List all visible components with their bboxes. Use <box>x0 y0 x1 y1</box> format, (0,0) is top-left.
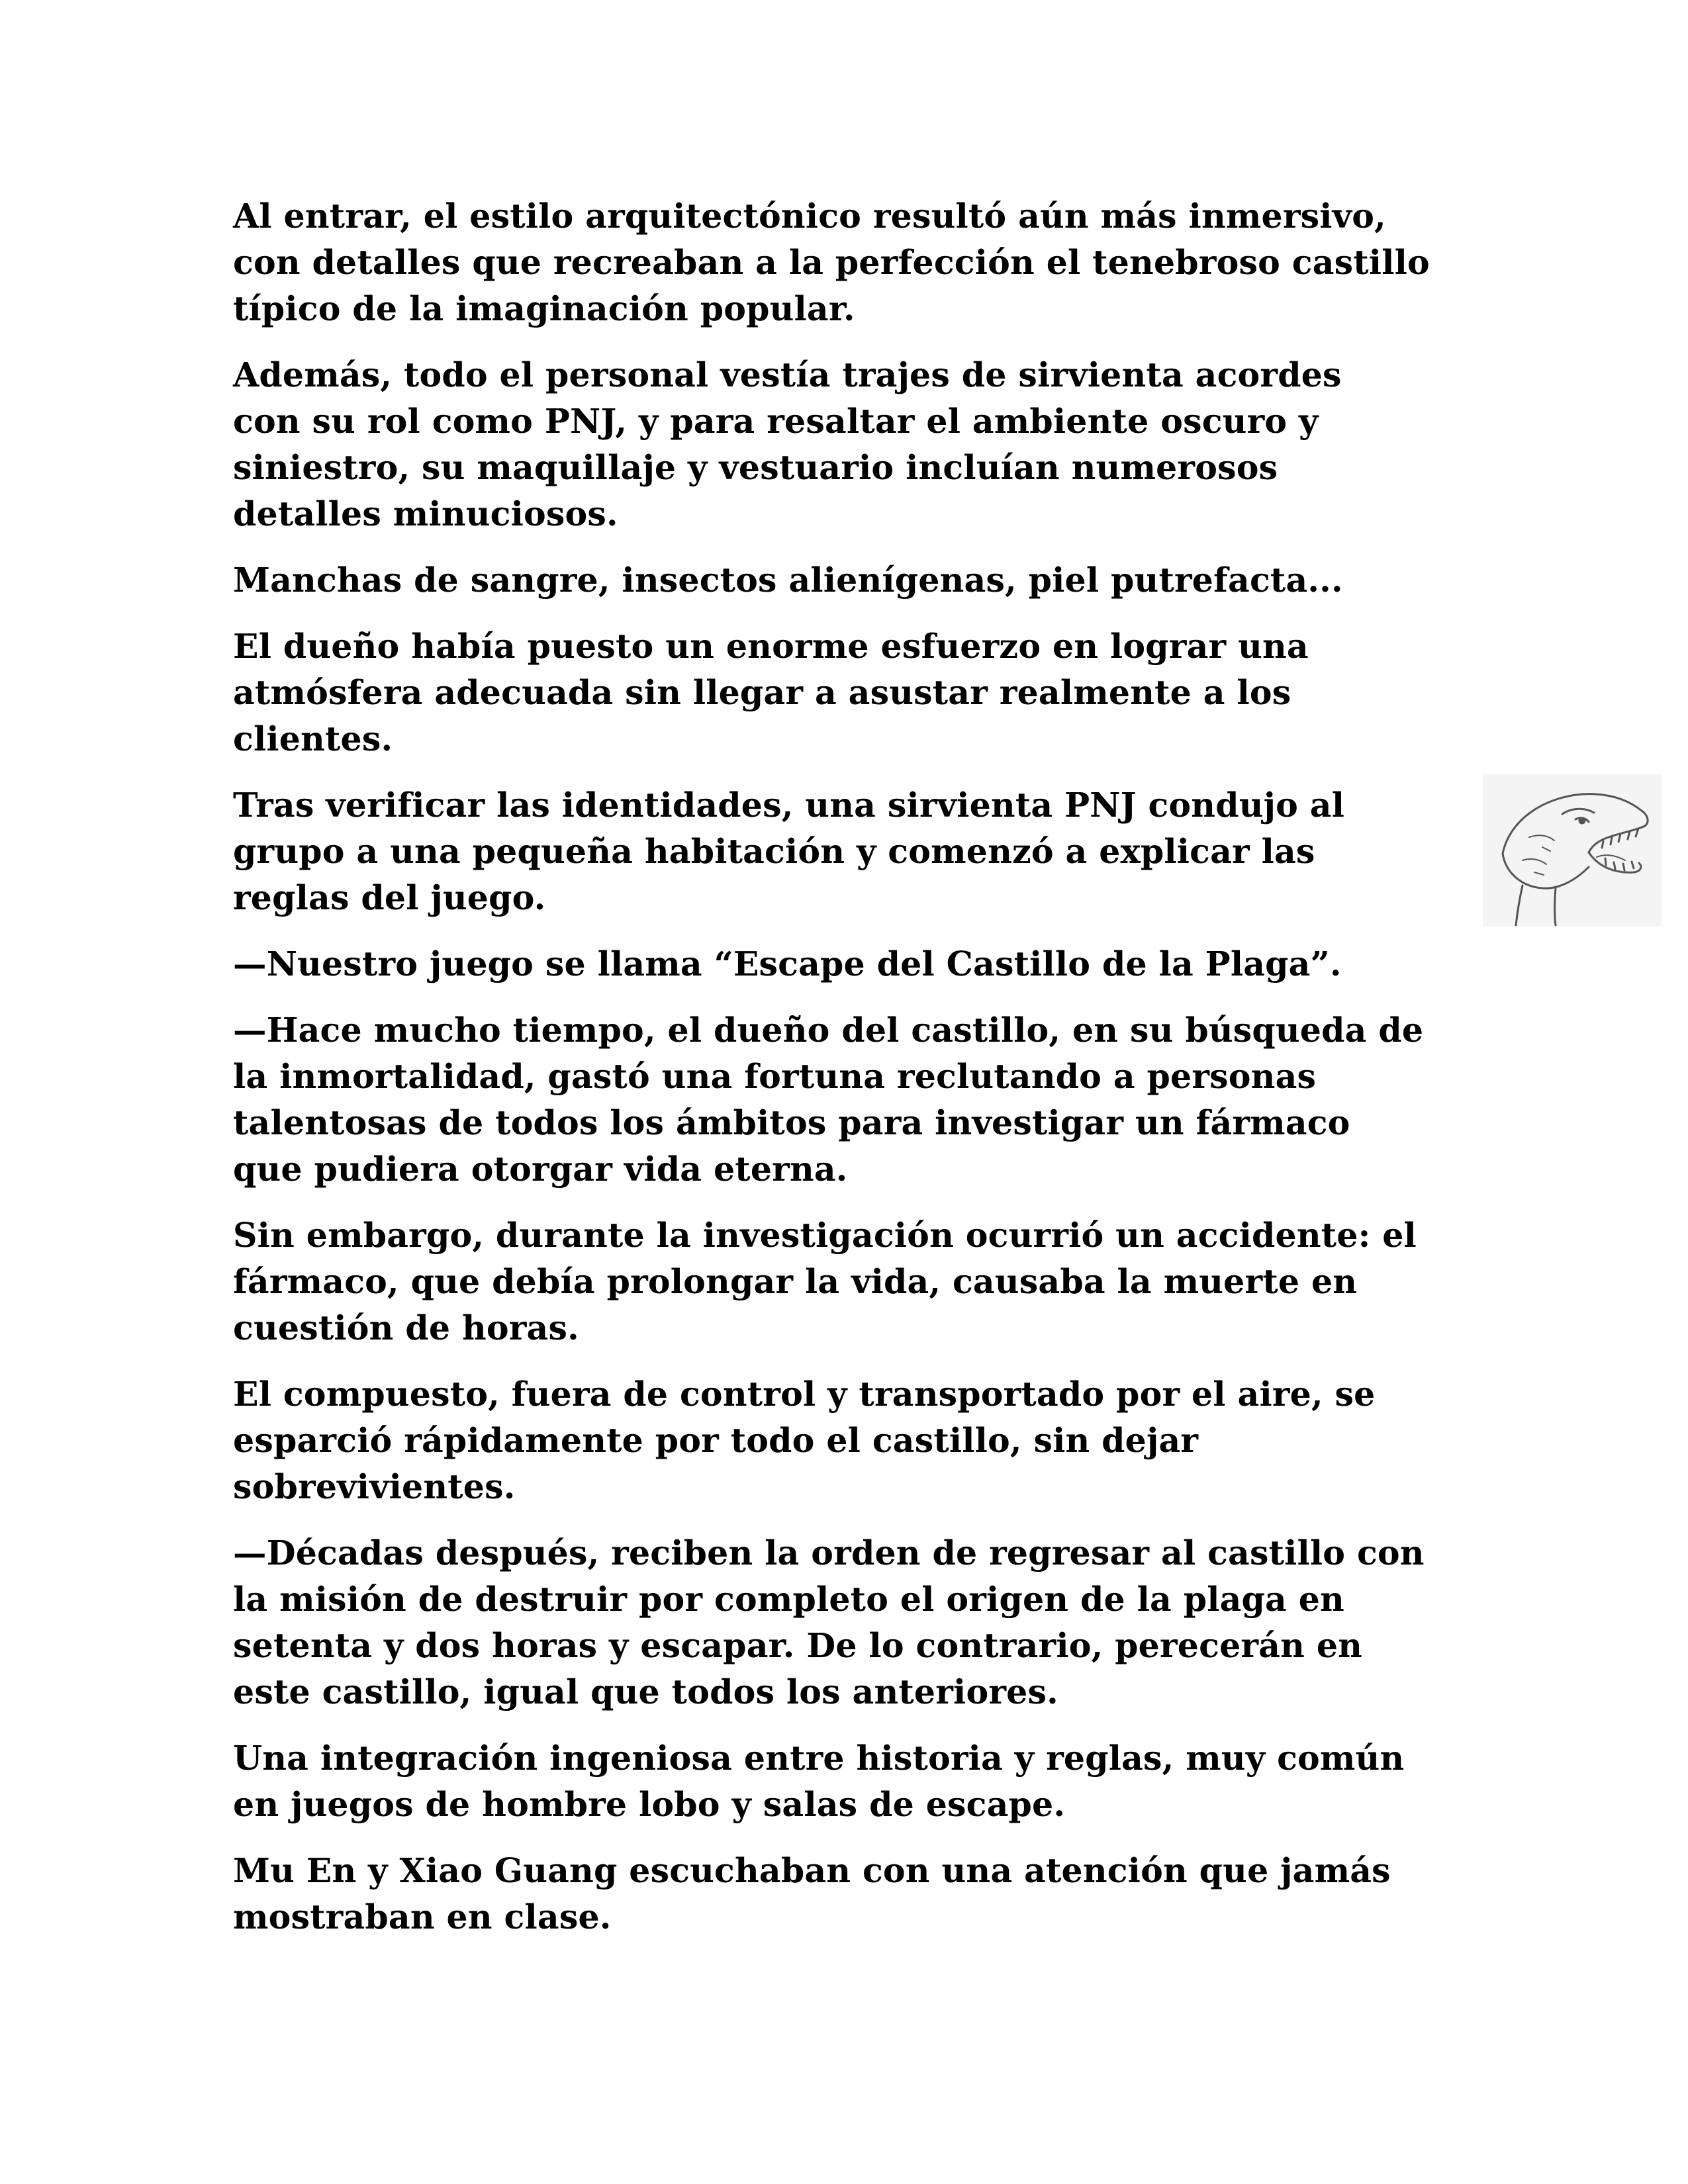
paragraph-5: Tras verificar las identidades, una sirvienta PNJ condujo al grupo a una pequeña habitación y comenzó a explicar las reglas del juego. <box>233 786 1345 917</box>
paragraph-8: Sin embargo, durante la investigación ocurrió un accidente: el fármaco, que debía prolongar la vida, causaba la muerte en cuestión de horas. <box>233 1216 1417 1347</box>
paragraph-7: —Hace mucho tiempo, el dueño del castillo, en su búsqueda de la inmortalidad, gastó una fortuna reclutando a personas talentosas de todos los ámbitos para investigar un fármaco que pudiera otorgar vida eterna. <box>233 1011 1424 1189</box>
document-body <box>233 193 1491 1960</box>
paragraph-2: Además, todo el personal vestía trajes de sirvienta acordes con su rol como PNJ, y para resaltar el ambiente oscuro y siniestro, su maquillaje y vestuario incluían numerosos detalles minuciosos. <box>233 355 1342 533</box>
paragraph-10: —Décadas después, reciben la orden de regresar al castillo con la misión de destruir por completo el origen de la plaga en setenta y dos horas y escapar. De lo contrario, perecerán en este castillo, igual que todos los anteriores. <box>233 1533 1425 1711</box>
paragraph-9: El compuesto, fuera de control y transportado por el aire, se esparció rápidamente por todo el castillo, sin dejar sobrevivientes. <box>233 1375 1376 1506</box>
paragraph-11: Una integración ingeniosa entre historia y reglas, muy común en juegos de hombre lobo y salas de escape. <box>233 1739 1405 1824</box>
paragraph-6: —Nuestro juego se llama “Escape del Castillo de la Plaga”. <box>233 944 1342 983</box>
paragraph-12: Mu En y Xiao Guang escuchaban con una atención que jamás mostraban en clase. <box>233 1851 1391 1936</box>
paragraph-1: Al entrar, el estilo arquitectónico resultó aún más inmersivo, con detalles que recreaban a la perfección el tenebroso castillo típico de la imaginación popular. <box>233 197 1430 328</box>
paragraph-3: Manchas de sangre, insectos alienígenas, piel putrefacta... <box>233 561 1343 600</box>
paragraph-4: El dueño había puesto un enorme esfuerzo en lograr una atmósfera adecuada sin llegar a asustar realmente a los clientes. <box>233 627 1309 758</box>
dinosaur-head-sketch-icon <box>1483 774 1662 927</box>
